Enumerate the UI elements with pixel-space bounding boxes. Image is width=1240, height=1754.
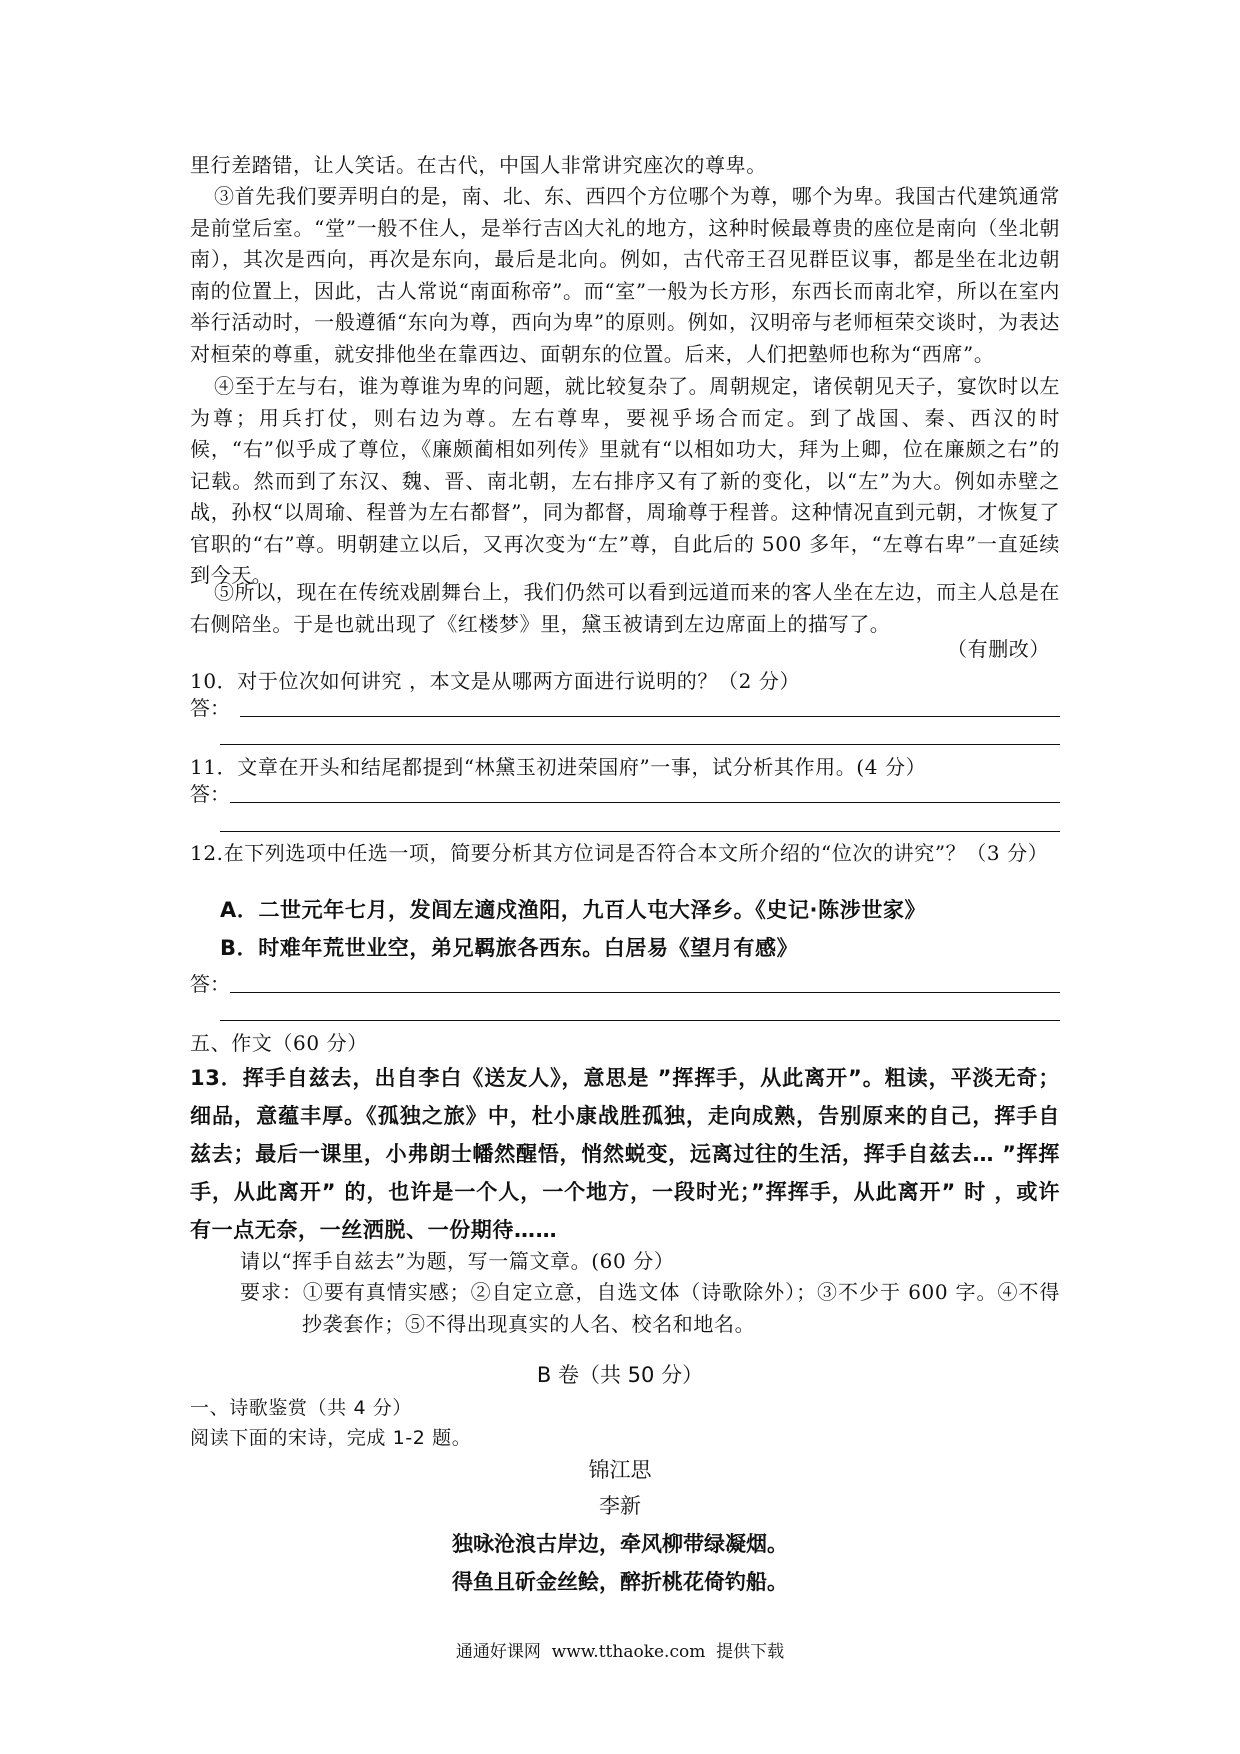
answer-label: 答： [190,782,230,806]
section-5-title: 五、作文（60 分） [190,1031,368,1055]
part-b-section-1: 一、诗歌鉴赏（共 4 分） [190,1397,412,1419]
poem-line-2: 得鱼且斫金丝鲙，醉折桃花倚钓船。 [452,1570,788,1594]
question-13-task: 请以“挥手自兹去”为题，写一篇文章。(60 分） [240,1249,675,1273]
part-b-title: B 卷（共 50 分） [536,1363,704,1387]
answer-line [220,1020,1060,1021]
option-b: B．时难年荒世业空，弟兄羁旅各西东。白居易《望月有感》 [220,936,799,960]
question-13-prompt: 13．挥手自兹去，出自李白《送友人》，意思是 ”挥挥手，从此离开”。粗读，平淡无奇；细品，意蕴丰厚。《孤独之旅》中，杜小康战胜孤独，走向成熟，告别原来的自己，挥手自兹去；最后一课里，小弗朗士幡然醒悟，悄然蜕变，远离过往的生活，挥手自兹去… ”挥挥手，从此离开” 的，也许是一个人，一个地方，一段时光；”挥挥手，从此离开” 时 ，或许有一点无奈，一丝洒脱、一份期待…… [190,1066,1060,1242]
answer-label: 答： [190,696,230,720]
paragraph-5: ⑤所以，现在在传统戏剧舞台上，我们仍然可以看到远道而来的客人坐在左边，而主人总是在右侧陪坐。于是也就出现了《红楼梦》里，黛玉被请到左边席面上的描写了。 [190,580,1060,636]
answer-area-10[interactable] [190,694,1060,722]
answer-line [220,744,1060,745]
question-12: 12.在下列选项中任选一项，简要分析其方位词是否符合本文所介绍的“位次的讲究”？（3 分） [190,841,1049,865]
answer-area-11[interactable] [190,780,1060,808]
answer-line [240,716,1060,717]
answer-area-12[interactable] [190,970,1060,998]
question-10: 10．对于位次如何讲究 ，本文是从哪两方面进行说明的？（2 分） [190,669,801,693]
paragraph-intro-tail: 里行差踏错，让人笑话。在古代，中国人非常讲究座次的尊卑。 [190,153,767,177]
answer-line [230,802,1060,803]
poem-line-1: 独咏沧浪古岸边，牵风柳带绿凝烟。 [452,1532,788,1556]
question-11: 11．文章在开头和结尾都提到“林黛玉初进荣国府”一事，试分析其作用。(4 分） [190,755,927,779]
paragraph-3: ③首先我们要弄明白的是，南、北、东、西四个方位哪个为尊，哪个为卑。我国古代建筑通常是前堂后室。“堂”一般不住人，是举行吉凶大礼的地方，这种时候最尊贵的座位是南向（坐北朝南），其次是西向，再次是东向，最后是北向。例如，古代帝王召见群臣议事，都是坐在北边朝南的位置上，因此，古人常说“南面称帝”。而“室”一般为长方形，东西长而南北窄，所以在室内举行活动时，一般遵循“东向为尊，西向为卑”的原则。例如，汉明帝与老师桓荣交谈时，为表达对桓荣的尊重，就安排他坐在靠西边、面朝东的位置。后来，人们把塾师也称为“西席”。 [190,184,1060,366]
part-b-intro: 阅读下面的宋诗，完成 1-2 题。 [190,1427,472,1449]
poem-title: 锦江思 [588,1458,652,1482]
answer-line [220,831,1060,832]
page-footer: 通通好课网 www.tthaoke.com 提供下载 [455,1642,785,1662]
question-13-requirements: 要求：①要有真情实感；②自定立意，自选文体（诗歌除外）；③不少于 600 字。④不得抄袭套作；⑤不得出现真实的人名、校名和地名。 [240,1280,1060,1336]
answer-line [230,992,1060,993]
source-note: （有删改） [947,637,1050,661]
answer-label: 答： [190,972,230,996]
option-a: A．二世元年七月，发闾左適戍渔阳，九百人屯大泽乡。《史记·陈涉世家》 [220,898,927,922]
poem-author: 李新 [599,1494,641,1518]
paragraph-4: ④至于左与右，谁为尊谁为卑的问题，就比较复杂了。周朝规定，诸侯朝见天子，宴饮时以左为尊；用兵打仗，则右边为尊。左右尊卑，要视乎场合而定。到了战国、秦、西汉的时候，“右”似乎成了尊位，《廉颇蔺相如列传》里就有“以相如功大，拜为上卿，位在廉颇之右”的记载。然而到了东汉、魏、晋、南北朝，左右排序又有了新的变化，以“左”为大。例如赤壁之战，孙权“以周瑜、程普为左右都督”，同为都督，周瑜尊于程普。这种情况直到元朝，才恢复了官职的“右”尊。明朝建立以后，又再次变为“左”尊，自此后的 500 多年，“左尊右卑”一直延续到今天。 [190,374,1060,587]
